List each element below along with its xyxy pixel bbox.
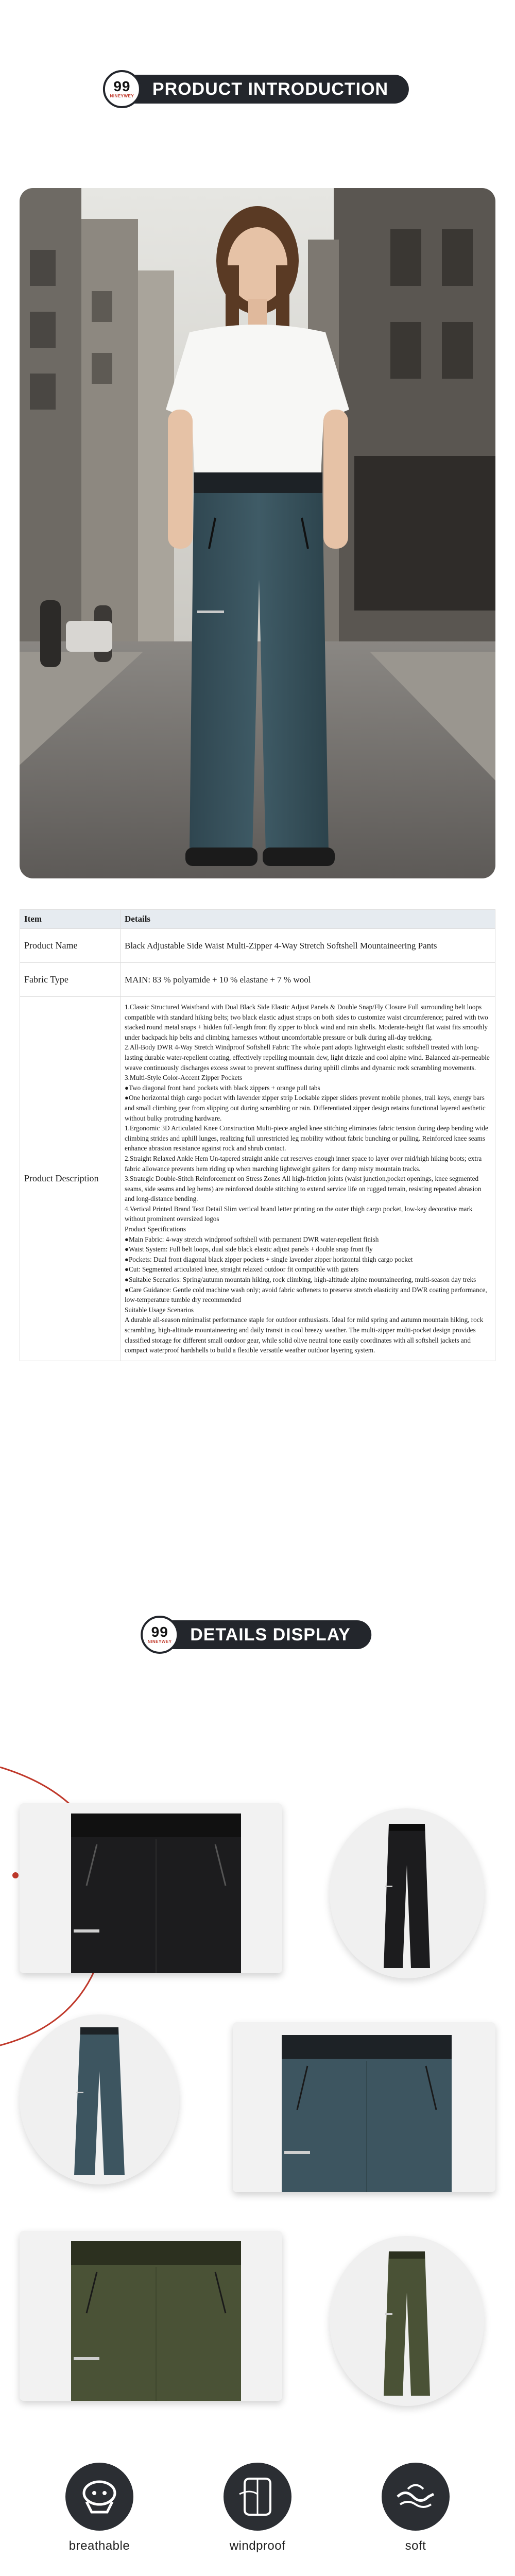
detail-photo-olive-pants-waist	[20, 2231, 282, 2401]
section-banner-details-display	[144, 1620, 371, 1649]
brand-logo	[103, 70, 141, 108]
section-title: DETAILS DISPLAY	[190, 1624, 351, 1645]
detail-photo-black-pants-full	[330, 1808, 484, 1978]
feature-label: soft	[405, 2539, 426, 2553]
logo-text: NINEYWEY	[147, 1639, 172, 1644]
windproof-icon	[224, 2463, 291, 2531]
logo-number: 99	[151, 1624, 168, 1640]
row-value-fabric-type: MAIN: 83 % polyamide + 10 % elastane + 7 % wool	[121, 963, 495, 997]
table-header-row	[20, 910, 495, 929]
hero-model-photo	[20, 188, 495, 878]
table-row	[20, 997, 495, 1361]
row-value-product-name: Black Adjustable Side Waist Multi-Zipper 4-Way Stretch Softshell Mountaineering Pants	[121, 929, 495, 963]
row-value-product-description: 1.Classic Structured Waistband with Dual Black Side Elastic Adjust Panels & Double Snap/Fly Closure Full surrounding belt loops compatible with standard hiking belts; two black elastic adjust straps on both sides to customize waist circumference; paired with two stacked round metal snaps + hidden full-length front fly zipper to block wind and rain shells. Moderate-height flat waist fits smoothly under backpack hip belts and climbing harnesses without uncomfortable pressure or bulk during all-day trekking. 2.All-Body DWR 4-Way Stretch Windproof Softshell Fabric The whole pant adopts lightweight elastic softshell treated with long-lasting durable water-repellent coating, effectively repelling mountain dew, light drizzle and cool alpine wind. Balanced air-permeable weave continuously discharges excess sweat to prevent stuffiness during uphill climbs and dynamic rock scrambling movements. 3.Multi-Style Color-Accent Zipper Pockets ●Two diagonal front hand pockets with black zippers + orange pull tabs ●One horizontal thigh cargo pocket with lavender zipper strip Lockable zipper sliders prevent mobile phones, trail keys, energy bars and small climbing gear from slipping out during scrambling or rain. Differentiated zipper design retains functional layered aesthetic without bulky protruding hardware. 1.Ergonomic 3D Articulated Knee Construction Multi-piece angled knee stitching eliminates fabric tension during deep bending wide climbing strides and uphill lunges, realizing full unrestricted leg mobility without fabric bunching or pulling. Reinforced knee seams enhance abrasion resistance against rock and shrub contact. 2.Straight Relaxed Ankle Hem Un-tapered straight ankle cut reserves enough inner space to layer over mid/high hiking boots; extra fabric allowance prevents hem riding up when marching lightweight gaiters for damp misty mountain tracks. 3.Strategic Double-Stitch Reinforcement on Stress Zones All high-friction joints (waist junction,pocket openings, knee segmented seams, side seams and leg hems) are reinforced double stitching to extend service life on rugged terrain, resisting repeated abrasion and long-distance bending. 4.Vertical Printed Brand Text Detail Slim vertical brand letter printing on the outer thigh cargo pocket, low-key decorative mark without prominent oversized logos Product Specifications ●Main Fabric: 4-way stretch windproof softshell with permanent DWR water-repellent finish ●Waist System: Full belt loops, dual side black elastic adjust panels + double snap front fly ●Pockets: Dual front diagonal black zipper pockets + single lavender zipper horizontal thigh cargo pocket ●Cut: Segmented articulated knee, straight relaxed outdoor fit compatible with gaiters ●Suitable Scenarios: Spring/autumn mountain hiking, rock climbing, high-altitude alpine mountaineering, multi-season day treks ●Care Guidance: Gentle cold machine wash only; avoid fabric softeners to preserve stretch elasticity and DWR coating performance, low-temperature tumble dry recommended Suitable Usage Scenarios A durable all-season minimalist performance staple for outdoor enthusiasts. Ideal for mild spring and autumn mountain hiking, rock scrambling, high-altitude mountaineering and daily transit in cool breezy weather. The multi-zipper multi-pocket design provides classified storage for different small outdoor gear, while solid olive neutral tone easily coordinates with all softshell jackets and compact waterproof hardshells to build a flexible versatile weather outdoor layering system.	[121, 997, 495, 1361]
row-label-product-name: Product Name	[20, 929, 121, 963]
detail-photo-olive-pants-full	[330, 2236, 484, 2406]
logo-text: NINEYWEY	[110, 94, 134, 98]
header-details: Details	[121, 910, 495, 929]
banner-title	[144, 1620, 371, 1649]
row-label-fabric-type: Fabric Type	[20, 963, 121, 997]
soft-icon	[382, 2463, 450, 2531]
section-title: PRODUCT INTRODUCTION	[152, 79, 389, 99]
detail-photo-black-pants-waist	[20, 1803, 282, 1973]
feature-windproof	[206, 2463, 309, 2553]
logo-number: 99	[113, 78, 131, 94]
table-row	[20, 929, 495, 963]
feature-soft	[364, 2463, 467, 2553]
breathable-icon	[65, 2463, 133, 2531]
banner-title	[106, 75, 409, 104]
row-label-product-description: Product Description	[20, 997, 121, 1361]
detail-photo-slate-pants-full	[20, 2014, 179, 2184]
feature-label: breathable	[68, 2539, 130, 2553]
table-row	[20, 963, 495, 997]
header-item: Item	[20, 910, 121, 929]
feature-breathable	[48, 2463, 151, 2553]
detail-photo-slate-pants-waist	[233, 2022, 495, 2192]
product-info-table	[20, 909, 495, 1361]
feature-label: windproof	[229, 2539, 286, 2553]
section-banner-product-introduction	[106, 75, 409, 104]
brand-logo	[141, 1616, 179, 1654]
